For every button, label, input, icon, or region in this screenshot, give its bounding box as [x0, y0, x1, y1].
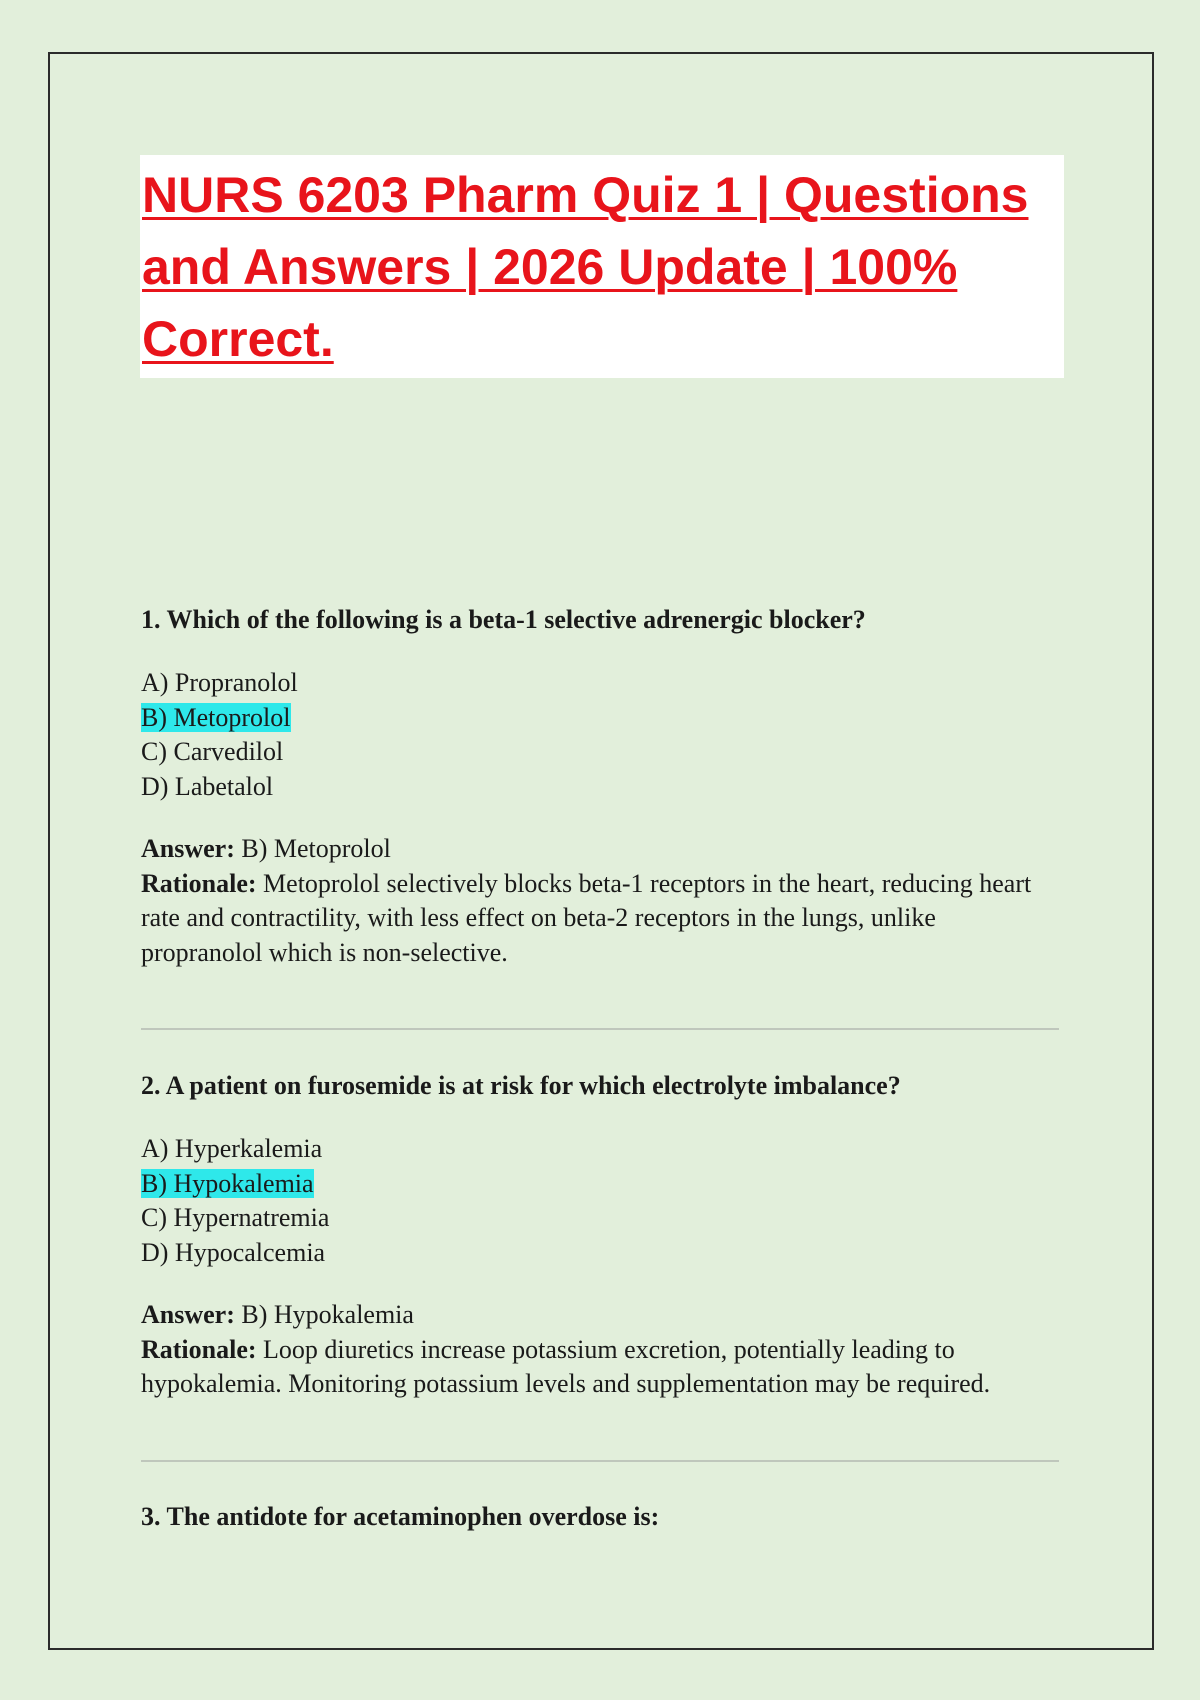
question-divider: [141, 1028, 1059, 1030]
title-banner: [140, 155, 1064, 378]
question-text: 2. A patient on furosemide is at risk for which electrolyte imbalance?: [141, 1071, 901, 1100]
option-list: [141, 1132, 1061, 1270]
answer-value: B) Metoprolol: [234, 834, 391, 863]
rationale-label: Rationale:: [141, 1334, 257, 1364]
question-text: 3. The antidote for acetaminophen overdose is:: [141, 1502, 660, 1531]
rationale-text: Loop diuretics increase potassium excretion, potentially leading to hypokalemia. Monitoring potassium levels and supplementation may be required.: [141, 1334, 991, 1398]
rationale-paragraph: [141, 1333, 1061, 1402]
rationale-paragraph: [141, 867, 1061, 971]
answer-value: B) Hypokalemia: [234, 1300, 414, 1329]
option-d: D) Labetalol: [141, 771, 274, 801]
option-a: A) Propranolol: [141, 668, 298, 697]
question-block-3: [141, 1500, 1061, 1534]
answer-label: Answer:: [141, 1300, 235, 1329]
option-d: D) Hypocalcemia: [141, 1237, 326, 1267]
option-c: C) Hypernatremia: [141, 1203, 330, 1232]
document-title: NURS 6203 Pharm Quiz 1 | Questions and Answers | 2026 Update | 100% Correct.: [142, 167, 1029, 367]
question-block-1: [141, 603, 1061, 970]
question-text: 1. Which of the following is a beta-1 selective adrenergic blocker?: [141, 605, 866, 634]
rationale-text: Metoprolol selectively blocks beta-1 receptors in the heart, reducing heart rate and contractility, with less effect on beta-2 receptors in the lungs, unlike propranolol which is non-selective.: [141, 868, 1032, 967]
option-b-correct: B) Metoprolol: [141, 702, 291, 732]
option-c: C) Carvedilol: [141, 737, 284, 766]
question-block-2: [141, 1069, 1061, 1402]
option-b-correct: B) Hypokalemia: [141, 1168, 314, 1198]
answer-line: [141, 1298, 1061, 1333]
question-divider: [141, 1460, 1059, 1462]
option-a: A) Hyperkalemia: [141, 1134, 323, 1163]
rationale-label: Rationale:: [141, 868, 257, 898]
option-list: [141, 666, 1061, 804]
answer-label: Answer:: [141, 834, 235, 863]
answer-line: [141, 832, 1061, 867]
